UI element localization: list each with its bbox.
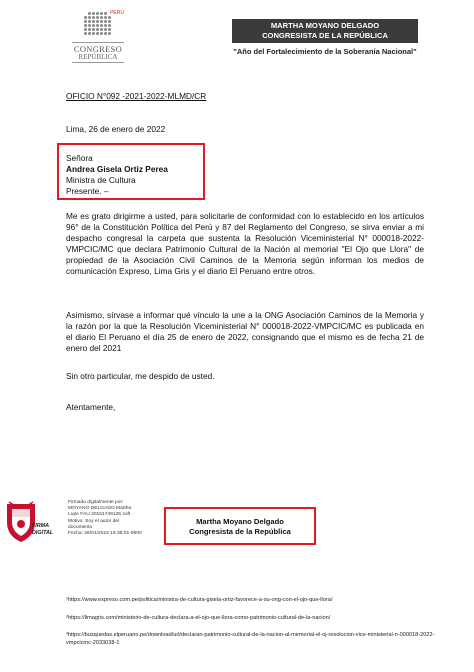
logo-dot [108,28,111,31]
recipient-block [66,153,168,197]
letter-date: Lima, 26 de enero de 2022 [66,124,166,134]
year-motto: "Año del Fortalecimiento de la Soberanía Nacional" [233,47,417,56]
logo-dot [96,20,99,23]
digital-line: Firmado digitalmente por: [68,500,124,505]
logo-dot [96,24,99,27]
logo-dot [96,32,99,35]
peru-seal-icon [3,500,39,544]
digital-line: MOYANO DELGADO Martha [68,506,132,512]
logo-dot [92,16,95,19]
logo-text-congreso: CONGRESO [73,44,123,54]
banner-title: CONGRESISTA DE LA REPÚBLICA [262,31,388,40]
logo-dot [88,20,91,23]
recipient-presente: Presente. – [66,186,109,196]
footnote-link-limagris[interactable]: ²https://limagris.com/ministerio-de-cultura-declara-a-el-ojo-que-llora-como-patrimonio-cultural-de-la-nacion/ [66,615,331,621]
logo-dot [92,20,95,23]
banner-name: MARTHA MOYANO DELGADO [270,21,380,30]
logo-dot [108,24,111,27]
logo-dot [108,16,111,19]
logo-dot [100,28,103,31]
firma-label-line2: DIGITAL [32,530,54,536]
digital-line: Motivo: Soy el autor del [68,518,120,524]
logo-dot [100,20,103,23]
signer-name: Martha Moyano Delgado [196,517,284,526]
digital-line: Fecha: 26/01/2022 16:35:01-0500 [68,531,142,537]
footnote-link-elperuano[interactable]: ³https://busquedas.elperuano.pe/download/url/declaran-patrimonio-cultural-de-la-nacion-al-memorial-el-oj-resolucion-vice-ministerial-n-000018-2022-vmpcicmc-2033038-1 [66,632,435,646]
digital-line: Lupe FAU 20161749126 soft [68,512,131,518]
logo-dot [100,24,103,27]
recipient-name: Andrea Gisela Ortiz Perea [66,164,168,174]
sign-off: Atentamente, [66,402,116,412]
logo-dot [92,28,95,31]
logo-dot [96,12,99,15]
logo-dot [92,12,95,15]
logo-dot [100,32,103,35]
logo-dot [84,32,87,35]
logo-dot [92,24,95,27]
logo-emblem-icon [84,8,112,36]
congress-logo [66,6,130,68]
logo-divider-bottom [72,62,124,63]
logo-dot [84,28,87,31]
logo-dot [88,16,91,19]
paragraph-question: Asimismo, sírvase a informar qué vínculo la une a la ONG Asociación Caminos de la Memoria y la razón por la que la Resolución Viceministerial N° 000018-2022-VMPCIC/MC es publicada en el diario El Peruano el día 25 de enero de 2022, consignando que el mismo es de fecha 21 de enero del 2021 [66,310,424,353]
recipient-salutation: Señora [66,153,93,163]
logo-dot [88,12,91,15]
logo-dot [108,20,111,23]
firma-label-line1: FIRMA [32,523,50,529]
logo-dot [104,16,107,19]
signer-title: Congresista de la República [189,527,291,536]
digital-line: documento [68,524,93,530]
logo-dot [92,32,95,35]
logo-dot [104,28,107,31]
logo-dot [84,20,87,23]
logo-tag: PERÚ [110,10,124,16]
paragraph-request: Me es grato dirigirme a usted, para solicitarle de conformidad con lo establecido en los artículos 96° de la Constitución Política del Perú y 87 del Reglamento del Congreso, se sirva enviar a mi despacho congresal la carpeta que sustenta la Resolución Viceministerial N° 000018-2022-VMPCIC/MC que declara Patrimonio Cultural de la Nación al memorial "El Ojo que Llora" de propiedad de la Asociación Civil Caminos de la Memoria según informan los medios de comunicación Expreso, Lima Gris y el diario El Peruano entre otros. [66,211,424,276]
firma-digital-label [32,523,53,537]
logo-text-republica: REPÚBLICA [78,53,118,61]
logo-dot [100,12,103,15]
logo-dot [84,24,87,27]
logo-dot [104,24,107,27]
footnote-link-expreso[interactable]: ¹https://www.expreso.com.pe/politica/ministra-de-cultura-gisela-ortiz-favorece-a-su-ong-con-el-ojo-que-llora/ [66,597,333,603]
logo-dot [96,16,99,19]
logo-dot [104,12,107,15]
logo-dot [88,28,91,31]
oficio-number: OFICIO N°092 -2021-2022-MLMD/CR [66,91,207,101]
header-banner [232,19,418,43]
logo-dot [96,28,99,31]
logo-dot [84,16,87,19]
logo-dot [88,32,91,35]
logo-dot [104,20,107,23]
logo-dot [108,32,111,35]
logo-divider [72,42,124,43]
signature-block [168,517,312,537]
digital-signature-details [68,500,158,537]
logo-dot [104,32,107,35]
logo-dot [88,24,91,27]
recipient-position: Ministra de Cultura [66,175,136,185]
logo-dot [100,16,103,19]
closing-line: Sin otro particular, me despido de usted. [66,371,215,381]
